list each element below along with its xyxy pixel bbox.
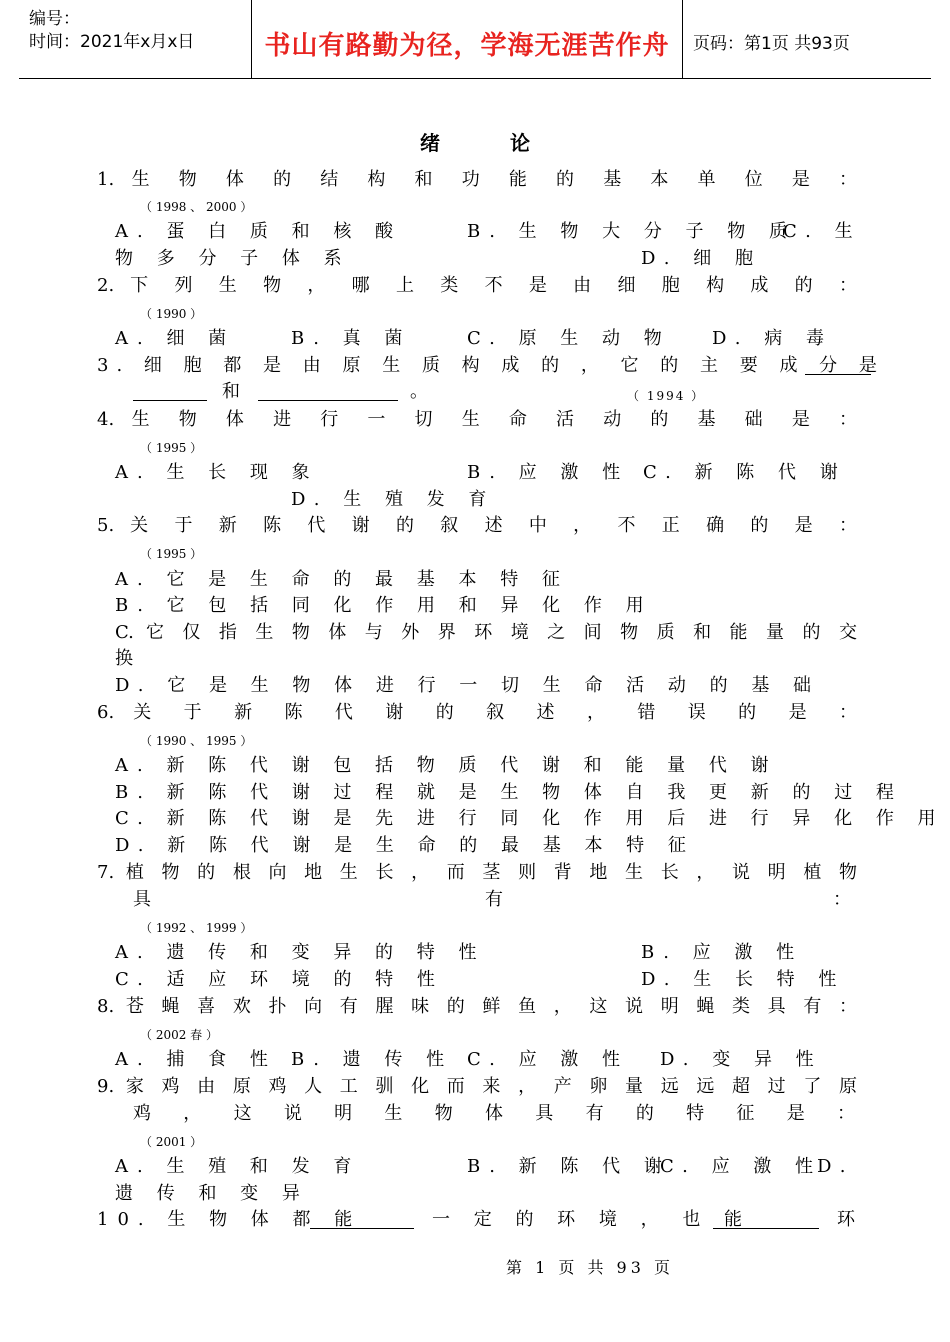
q10-blank-1 [310, 1210, 414, 1229]
question-9: 9. 家 鸡 由 原 鸡 人 工 驯 化 而 来 ， 产 卵 量 远 远 超 过 了 原 [97, 1076, 857, 1097]
q3-blank-1 [805, 356, 871, 375]
q10-blank-2 [713, 1210, 819, 1229]
q9-option-a: A. 生 殖 和 发 育 [115, 1156, 361, 1177]
q6-option-b: B. 新 陈 代 谢 过 程 就 是 生 物 体 自 我 更 新 的 过 程 [115, 782, 903, 803]
q5-option-b: B. 它 包 括 同 化 作 用 和 异 化 作 用 [115, 595, 653, 616]
q1-option-c-cont: 物 多 分 子 体 系 [115, 248, 351, 269]
page-header [19, 0, 931, 79]
q1-option-d: D. 细 胞 [641, 248, 762, 269]
question-9-year: （ 2001 ） [140, 1135, 203, 1149]
q4-option-d: D. 生 殖 发 育 [291, 489, 496, 510]
q1-option-b: B. 生 物 大 分 子 物 质 [467, 221, 797, 242]
q5-option-d: D. 它 是 生 物 体 进 行 一 切 生 命 活 动 的 基 础 [115, 675, 821, 696]
q5-option-a: A. 它 是 生 命 的 最 基 本 特 征 [115, 569, 569, 590]
header-motto-cell [252, 0, 683, 78]
question-9-cont: 鸡 ， 这 说 明 生 物 体 具 有 的 特 征 是 ： [133, 1103, 855, 1124]
question-2: 2. 下 列 生 物 ， 哪 上 类 不 是 由 细 胞 构 成 的 ： [97, 275, 857, 296]
q2-option-c: C. 原 生 动 物 [467, 328, 671, 349]
motto: 书山有路勤为径，学海无涯苦作舟 [264, 31, 670, 61]
question-6: 6. 关 于 新 陈 代 谢 的 叙 述 ， 错 误 的 是 ： [97, 702, 857, 723]
q2-option-b: B. 真 菌 [291, 328, 412, 349]
q6-option-a: A. 新 陈 代 谢 包 括 物 质 代 谢 和 能 量 代 谢 [115, 755, 778, 776]
q8-option-b: B. 遗 传 性 [291, 1049, 454, 1070]
question-8: 8. 苍 蝇 喜 欢 扑 向 有 腥 味 的 鲜 鱼 ， 这 说 明 蝇 类 具 有 ： [97, 996, 857, 1017]
question-4-year: （ 1995 ） [140, 441, 203, 455]
serial-label: 编号： [29, 9, 80, 29]
q5-option-c-cont: 换 [115, 648, 142, 669]
q8-option-c: C. 应 激 性 [467, 1049, 630, 1070]
header-page-cell [683, 0, 931, 78]
q6-option-d: D. 新 陈 代 谢 是 生 命 的 最 基 本 特 征 [115, 835, 695, 856]
question-1: 1. 生 物 体 的 结 构 和 功 能 的 基 本 单 位 是 ： [97, 169, 857, 190]
question-8-year: （ 2002 春 ） [140, 1028, 218, 1042]
q9-option-d: D. [817, 1156, 855, 1177]
q3-blank-2 [258, 382, 398, 401]
q2-option-a: A. 细 菌 [115, 328, 236, 349]
question-3-year: （ 1994 ） [627, 389, 706, 403]
question-6-year: （ 1990 、 1995 ） [140, 734, 253, 748]
question-3: 3. 细 胞 都 是 由 原 生 质 构 成 的 ， 它 的 主 要 成 分 是 [97, 355, 885, 376]
q7-option-a: A. 遗 传 和 变 异 的 特 性 [115, 942, 486, 963]
q4-option-a: A. 生 长 现 象 [115, 462, 319, 483]
q3-period: 。 [410, 381, 437, 402]
q7-option-d: D. 生 长 特 性 [641, 969, 846, 990]
page-footer: 第 1 页 共 93 页 [506, 1258, 674, 1277]
question-7-cont-b: 有 [485, 889, 512, 910]
date-label: 时间：2021年x月x日 [29, 32, 195, 52]
q4-option-b: B. 应 激 性 [467, 462, 630, 483]
question-5-year: （ 1995 ） [140, 547, 203, 561]
q6-option-c: C. 新 陈 代 谢 是 先 进 行 同 化 作 用 后 进 行 异 化 作 用 [115, 808, 945, 829]
question-10-end: 环 [837, 1209, 864, 1230]
question-7: 7. 植 物 的 根 向 地 生 长 ， 而 茎 则 背 地 生 长 ， 说 明 植 物 [97, 862, 857, 883]
question-4: 4. 生 物 体 进 行 一 切 生 命 活 动 的 基 础 是 ： [97, 409, 857, 430]
question-2-year: （ 1990 ） [140, 307, 203, 321]
q7-option-b: B. 应 激 性 [641, 942, 804, 963]
question-1-year: （ 1998 、 2000 ） [140, 200, 253, 214]
q7-option-c: C. 适 应 环 境 的 特 性 [115, 969, 444, 990]
q3-and: 和 [222, 381, 249, 402]
q1-option-a: A. 蛋 白 质 和 核 酸 [115, 221, 403, 242]
q4-option-c: C. 新 陈 代 谢 [643, 462, 847, 483]
q8-option-d: D. 变 异 性 [660, 1049, 823, 1070]
page-info: 页码：第1页 共93页 [693, 34, 850, 54]
q2-option-d: D. 病 毒 [712, 328, 833, 349]
page-title: 绪论 [420, 131, 600, 155]
q9-option-b: B. 新 陈 代 谢 [467, 1156, 671, 1177]
header-meta-cell [19, 0, 252, 78]
question-10: 10. 生 物 体 都 能 [97, 1209, 362, 1230]
question-7-cont-c: ： [833, 889, 860, 910]
q1-option-c: C. 生 [783, 221, 862, 242]
question-7-cont-a: 具 [133, 889, 160, 910]
question-7-year: （ 1992 、 1999 ） [140, 921, 253, 935]
q3-blank-1-cont [133, 382, 207, 401]
question-10-mid: 一 定 的 环 境 ， 也 能 [432, 1209, 752, 1230]
q9-option-c: C. 应 激 性 [660, 1156, 823, 1177]
q9-option-d-cont: 遗 传 和 变 异 [115, 1183, 309, 1204]
q5-option-c: C. 它 仅 指 生 物 体 与 外 界 环 境 之 间 物 质 和 能 量 的 交 [115, 622, 857, 643]
question-5: 5. 关 于 新 陈 代 谢 的 叙 述 中 ， 不 正 确 的 是 ： [97, 515, 857, 536]
q8-option-a: A. 捕 食 性 [115, 1049, 277, 1070]
